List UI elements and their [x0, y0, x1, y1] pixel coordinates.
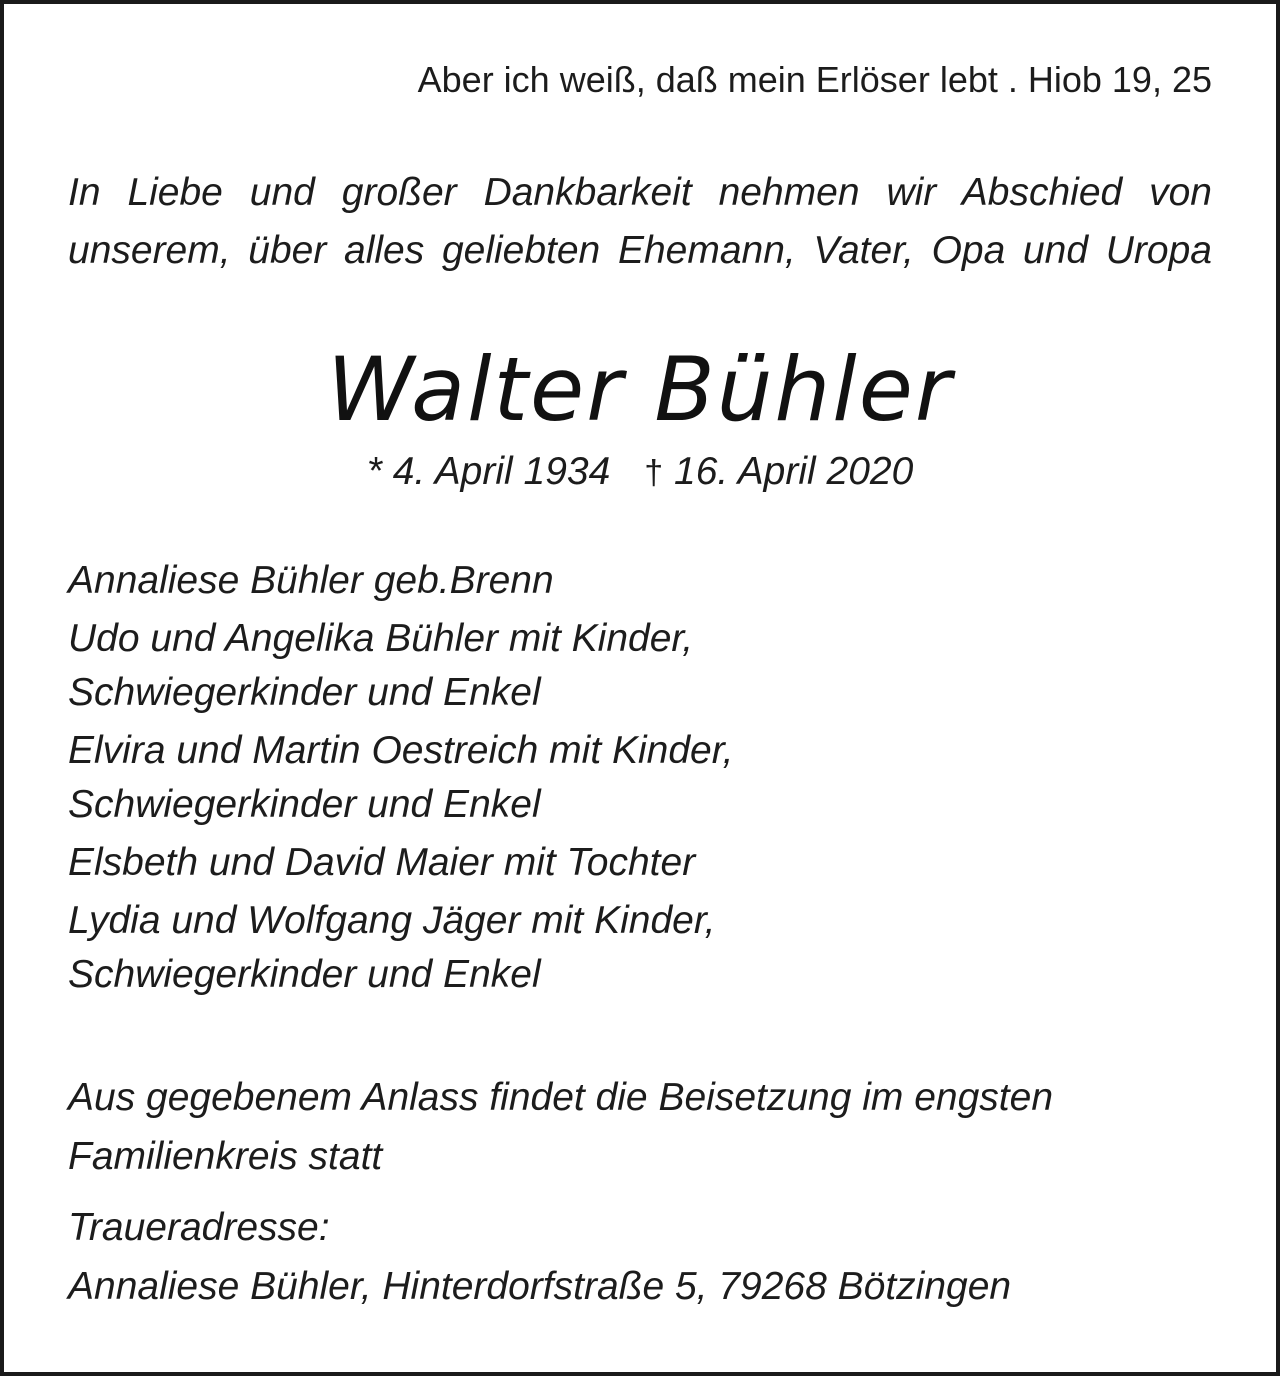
- mourner-line: Schwiegerkinder und Enkel: [68, 783, 541, 826]
- cross-icon: †: [644, 454, 664, 492]
- address-label: Traueradresse:: [68, 1206, 330, 1249]
- funeral-note-line: Familienkreis statt: [68, 1135, 383, 1178]
- mourner-line: Schwiegerkinder und Enkel: [68, 671, 541, 714]
- life-dates: [4, 444, 1276, 501]
- address-value: Annaliese Bühler, Hinterdorfstraße 5, 79268 Bötzingen: [68, 1265, 1012, 1308]
- funeral-note-line: Aus gegebenem Anlass findet die Beisetzung im engsten: [68, 1076, 1054, 1119]
- intro-line: In Liebe und großer Dankbarkeit nehmen wir Abschied von: [68, 171, 1212, 214]
- mourner-line: Schwiegerkinder und Enkel: [68, 953, 541, 996]
- deceased-name: Walter Bühler: [326, 338, 954, 441]
- intro-line: unserem, über alles geliebten Ehemann, Vater, Opa und Uropa: [68, 229, 1212, 272]
- mourner-line: Elvira und Martin Oestreich mit Kinder,: [68, 729, 734, 772]
- funeral-note: [68, 1068, 1053, 1186]
- mourner-line: Elsbeth und David Maier mit Tochter: [68, 841, 696, 884]
- mourners-list: [68, 554, 733, 1002]
- mourner-line: Lydia und Wolfgang Jäger mit Kinder,: [68, 899, 716, 942]
- death-date: 16. April 2020: [674, 450, 914, 493]
- mourner-line: Udo und Angelika Bühler mit Kinder,: [68, 617, 694, 660]
- bible-verse: Aber ich weiß, daß mein Erlöser lebt . Hiob 19, 25: [417, 59, 1212, 100]
- mourner-line: Annaliese Bühler geb.Brenn: [68, 559, 554, 602]
- intro-text: [68, 164, 1212, 280]
- birth-date: * 4. April 1934: [366, 450, 611, 493]
- mourning-address: [68, 1198, 1011, 1316]
